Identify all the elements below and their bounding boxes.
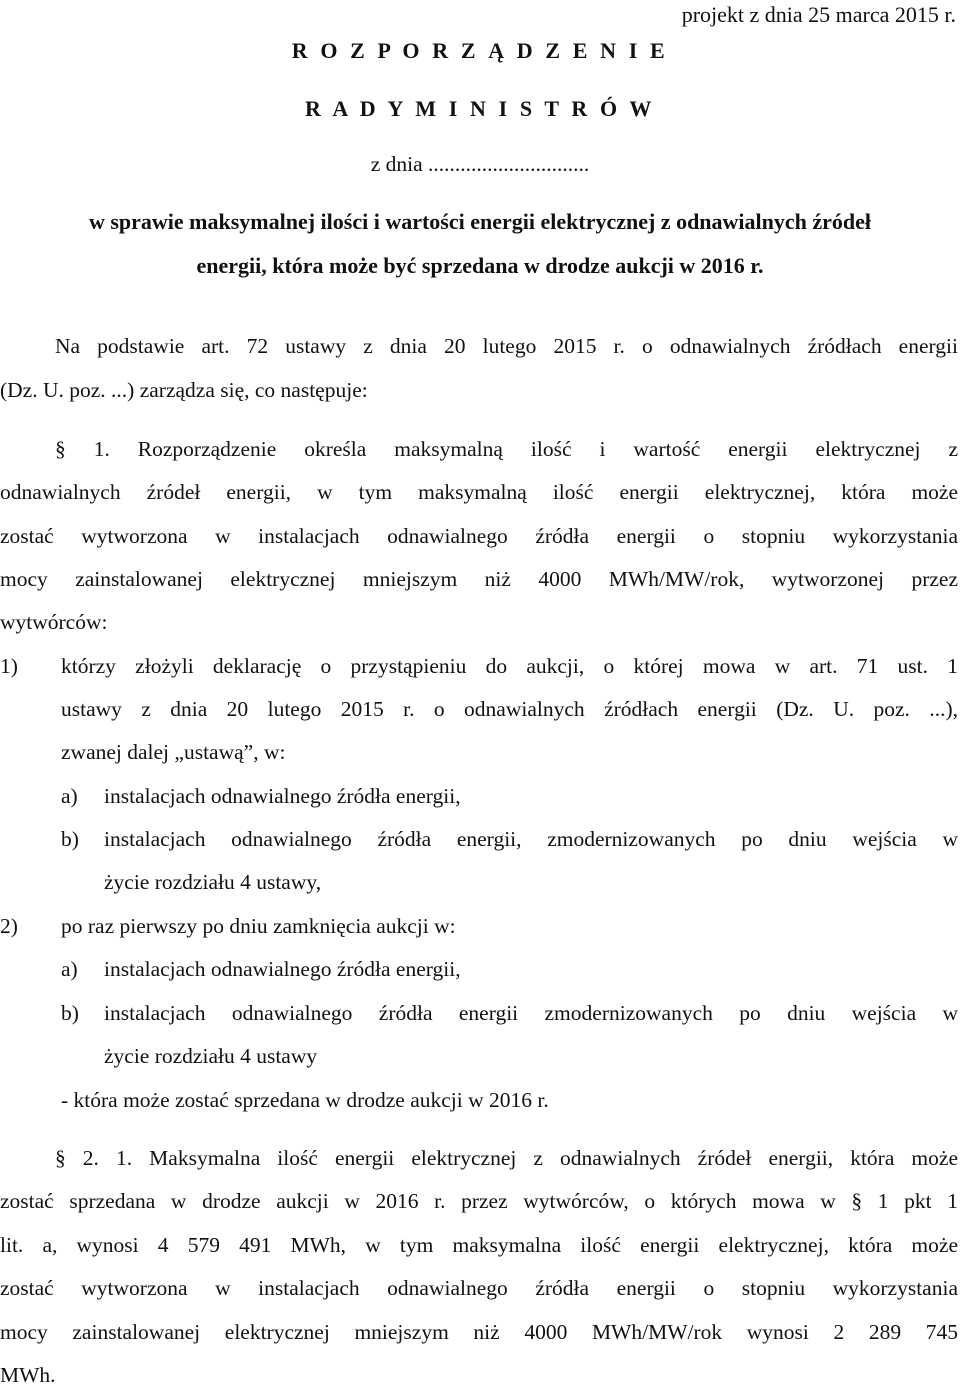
item-2a-letter: a) bbox=[61, 957, 78, 981]
item-1b-line-2: życie rozdziału 4 ustawy, bbox=[104, 870, 322, 894]
item-1-line-1: którzy złożyli deklarację o przystąpieniu do aukcji, o której mowa w art. 71 ust. 1 bbox=[61, 654, 958, 678]
item-2a-text: instalacjach odnawialnego źródła energii, bbox=[104, 957, 461, 981]
subject-line-1: w sprawie maksymalnej ilości i wartości energii elektrycznej z odnawialnych źródeł bbox=[88, 209, 872, 234]
section1-intro-line-3: zostać wytworzona w instalacjach odnawialnego źródła energii o stopniu wykorzystania bbox=[0, 524, 958, 548]
item-1a-letter: a) bbox=[61, 784, 78, 808]
section2-line-5: mocy zainstalowanej elektrycznej mniejszym niż 4000 MWh/MW/rok wynosi 2 289 745 bbox=[0, 1320, 958, 1344]
subject-line-2: energii, która może być sprzedana w drodze aukcji w 2016 r. bbox=[196, 253, 764, 278]
item-1-number: 1) bbox=[0, 654, 18, 678]
item-1b-line-1: instalacjach odnawialnego źródła energii, zmodernizowanych po dniu wejścia w bbox=[104, 827, 958, 851]
section2-line-2: zostać sprzedana w drodze aukcji w 2016 r. przez wytwórców, o których mowa w § 1 pkt 1 bbox=[0, 1189, 958, 1213]
item-2-number: 2) bbox=[0, 914, 18, 938]
section1-closing: - która może zostać sprzedana w drodze aukcji w 2016 r. bbox=[61, 1088, 549, 1112]
item-1-line-3: zwanej dalej „ustawą”, w: bbox=[61, 740, 286, 764]
section1-intro-line-2: odnawialnych źródeł energii, w tym maksymalną ilość energii elektrycznej, która może bbox=[0, 480, 958, 504]
section2-line-4: zostać wytworzona w instalacjach odnawialnego źródła energii o stopniu wykorzystania bbox=[0, 1276, 958, 1300]
preamble-line-1: Na podstawie art. 72 ustawy z dnia 20 lutego 2015 r. o odnawialnych źródłach energii bbox=[55, 334, 958, 358]
section2-line-6: MWh. bbox=[0, 1363, 56, 1387]
section1-intro-line-1: § 1. Rozporządzenie określa maksymalną ilość i wartość energii elektrycznej z bbox=[55, 437, 958, 461]
item-2b-line-1: instalacjach odnawialnego źródła energii zmodernizowanych po dniu wejścia w bbox=[104, 1001, 958, 1025]
section2-line-3: lit. a, wynosi 4 579 491 MWh, w tym maksymalna ilość energii elektrycznej, która może bbox=[0, 1233, 958, 1257]
item-2-text: po raz pierwszy po dniu zamknięcia aukcji w: bbox=[61, 914, 456, 938]
preamble-line-2: (Dz. U. poz. ...) zarządza się, co następuje: bbox=[0, 378, 368, 402]
section1-intro-line-4: mocy zainstalowanej elektrycznej mniejszym niż 4000 MWh/MW/rok, wytworzonej przez bbox=[0, 567, 958, 591]
section1-intro-line-5: wytwórców: bbox=[0, 610, 108, 634]
section2-line-1: § 2. 1. Maksymalna ilość energii elektrycznej z odnawialnych źródeł energii, która może bbox=[55, 1146, 958, 1170]
item-2b-line-2: życie rozdziału 4 ustawy bbox=[104, 1044, 318, 1068]
issue-date: z dnia .............................. bbox=[370, 152, 590, 176]
item-1b-letter: b) bbox=[61, 827, 79, 851]
draft-date-note: projekt z dnia 25 marca 2015 r. bbox=[681, 2, 956, 27]
item-1a-text: instalacjach odnawialnego źródła energii, bbox=[104, 784, 461, 808]
item-2b-letter: b) bbox=[61, 1001, 79, 1025]
document-type-title: R O Z P O R Z Ą D Z E N I E bbox=[291, 38, 669, 63]
item-1-line-2: ustawy z dnia 20 lutego 2015 r. o odnawialnych źródłach energii (Dz. U. poz. ...), bbox=[61, 697, 958, 721]
issuer-title: R A D Y M I N I S T R Ó W bbox=[305, 96, 655, 121]
